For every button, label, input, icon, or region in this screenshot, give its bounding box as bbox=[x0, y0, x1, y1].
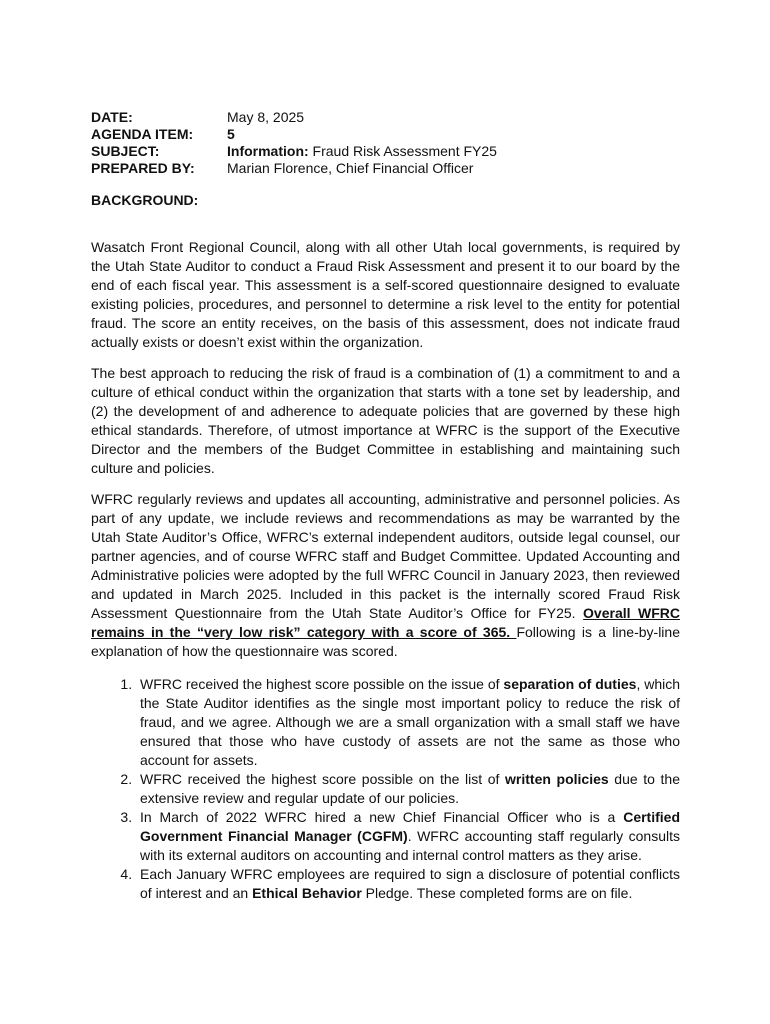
subject-value: Fraud Risk Assessment FY25 bbox=[308, 143, 497, 159]
date-label: DATE: bbox=[91, 109, 133, 125]
overall-score-statement: Overall WFRC remains in the “very low risk” category with a score of 365. bbox=[91, 605, 681, 640]
findings-list bbox=[91, 675, 680, 903]
finding-emphasis: written policies bbox=[505, 771, 609, 787]
subject-row bbox=[91, 143, 647, 160]
subject-prefix: Information: bbox=[227, 143, 309, 159]
finding-emphasis: Certified Government Financial Manager (CGFM) bbox=[140, 809, 680, 844]
finding-text-end: . WFRC accounting staff regularly consults with its external auditors on accounting and internal control matters as they arise. bbox=[140, 828, 680, 863]
prepared-row bbox=[91, 160, 647, 177]
finding-emphasis: Ethical Behavior bbox=[252, 885, 362, 901]
list-item bbox=[136, 865, 680, 903]
memo-body bbox=[91, 238, 680, 903]
list-item bbox=[136, 770, 680, 808]
subject-label: SUBJECT: bbox=[91, 143, 160, 159]
paragraph-fraud-assessment: Wasatch Front Regional Council, along with all other Utah local governments, is required by the Utah State Auditor to conduct a Fraud Risk Assessment and present it to our board by the end of each fiscal year. This assessment is a self-scored questionnaire designed to evaluate existing policies, procedures, and personnel to determine a risk level to the entity for potential fraud. The score an entity receives, on the basis of this assessment, does not indicate fraud actually exists or doesn’t exist within the organization. bbox=[91, 239, 680, 350]
prepared-value: Marian Florence, Chief Financial Officer bbox=[227, 160, 474, 176]
finding-emphasis: separation of duties bbox=[503, 676, 637, 692]
finding-text-end: due to the extensive review and regular update of our policies. bbox=[140, 771, 680, 806]
date-value: May 8, 2025 bbox=[227, 109, 305, 125]
finding-text-start: WFRC received the highest score possible on the issue of bbox=[140, 676, 504, 692]
subject-value-wrap bbox=[227, 143, 647, 160]
memo-header bbox=[91, 109, 647, 177]
background-heading: BACKGROUND: bbox=[91, 192, 199, 208]
paragraph-policy-review-end: Following is a line-by-line explanation of how the questionnaire was scored. bbox=[91, 624, 680, 659]
list-item bbox=[136, 675, 680, 770]
paragraph-risk-approach: The best approach to reducing the risk of fraud is a combination of (1) a commitment to and a culture of ethical conduct within the organization that starts with a tone set by leadership, and (2) the development of and adherence to adequate policies that are governed by these high ethical standards. Therefore, of utmost importance at WFRC is the support of the Executive Director and the members of the Budget Committee in establishing and maintaining such culture and policies. bbox=[91, 365, 680, 476]
finding-text-start: In March of 2022 WFRC hired a new Chief Financial Officer who is a bbox=[140, 809, 624, 825]
agenda-value: 5 bbox=[227, 126, 235, 142]
finding-text-start: Each January WFRC employees are required to sign a disclosure of potential conflicts of interest and an bbox=[140, 866, 680, 901]
paragraph-policy-review bbox=[91, 490, 680, 661]
prepared-label: PREPARED BY: bbox=[91, 160, 195, 176]
paragraph-policy-review-start: WFRC regularly reviews and updates all accounting, administrative and personnel policies. As part of any update, we include reviews and recommendations as may be warranted by the Utah State Auditor’s Office, WFRC’s external independent auditors, outside legal counsel, our partner agencies, and of course WFRC staff and Budget Committee. Updated Accounting and Administrative policies were adopted by the full WFRC Council in January 2023, then reviewed and updated in March 2025. Included in this packet is the internally scored Fraud Risk Assessment Questionnaire from the Utah State Auditor’s Office for FY25. bbox=[91, 491, 680, 621]
finding-text-start: WFRC received the highest score possible on the list of bbox=[140, 771, 506, 787]
list-item bbox=[136, 808, 680, 865]
date-row bbox=[91, 109, 647, 126]
finding-text-end: Pledge. These completed forms are on file. bbox=[361, 885, 633, 901]
agenda-row bbox=[91, 126, 647, 143]
finding-text-end: , which the State Auditor identifies as the single most important policy to reduce the risk of fraud, and we agree. Although we are a small organization with a small staff we have ensured that those who have custody of assets are not the same as those who account for assets. bbox=[140, 676, 681, 768]
agenda-label: AGENDA ITEM: bbox=[91, 126, 194, 142]
